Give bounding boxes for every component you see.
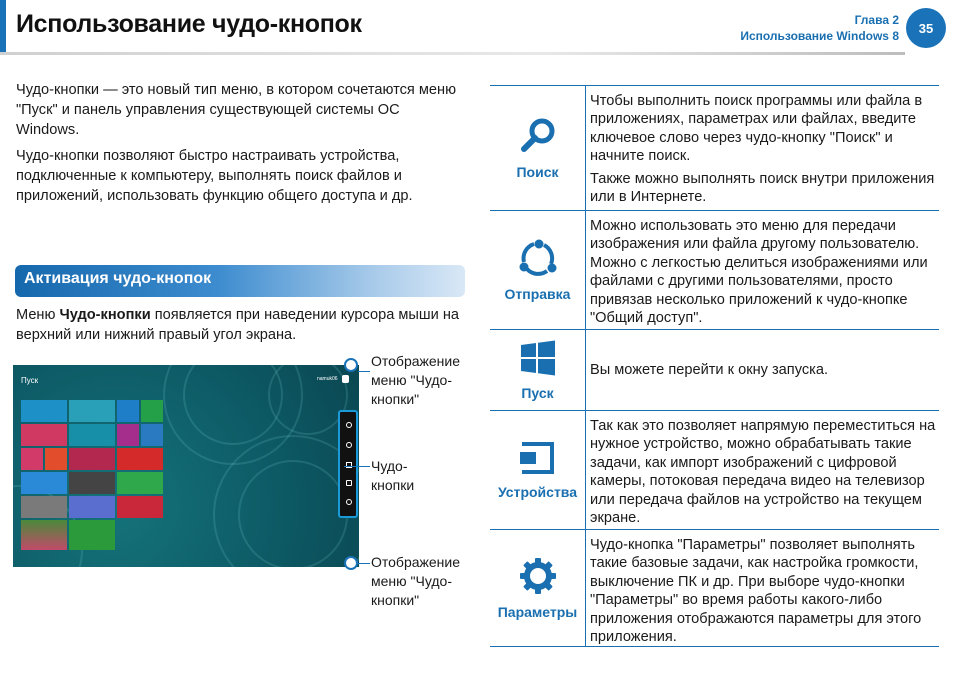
charm-row-search: [490, 85, 939, 210]
people-tile[interactable]: [21, 424, 67, 446]
callout-text-bottom: Отображение меню "Чудо-кнопки": [371, 554, 461, 608]
section-title: Активация чудо-кнопок: [24, 270, 212, 287]
charm-settings-icon[interactable]: [346, 499, 352, 505]
callout-text-middle: Чудо-кнопки: [371, 458, 415, 493]
intro-paragraph-2: Чудо-кнопки позволяют быстро настраивать устройства, подключенные к компьютеру, выполнять поиск файлов и приложений, использовать функцию общего доступа и др.: [16, 148, 413, 204]
start-screen-screenshot: [13, 365, 359, 567]
charm-description-text: Так как это позволяет напрямую переместиться на нужное устройство, можно обрабатывать такие задачи, как импорт изображений с цифровой камеры, потоковая передача видео на телевизор или передача файлов на устройство на текущем экране.: [590, 418, 936, 527]
calendar-tile[interactable]: [69, 400, 115, 422]
callout-line-middle: [344, 466, 370, 467]
charm-row-share: [490, 210, 939, 329]
charm-bar[interactable]: [338, 410, 358, 518]
chapter-name: Использование Windows 8: [740, 29, 899, 43]
xbox-tile[interactable]: [69, 520, 115, 550]
charm-share-icon[interactable]: [346, 442, 352, 448]
news-tile[interactable]: [21, 496, 67, 518]
start-screen-label: Пуск: [21, 376, 39, 385]
share-icon: [518, 238, 558, 278]
weather-tile[interactable]: [21, 472, 67, 494]
charm-label: Отправка: [504, 286, 571, 302]
messaging-tile[interactable]: [21, 448, 43, 470]
chapter-number: Глава 2: [854, 13, 899, 27]
mail-tile[interactable]: [21, 400, 67, 422]
charm-label: Параметры: [497, 604, 578, 620]
search-icon: [518, 116, 558, 156]
background-swirl: [238, 460, 348, 567]
charm-label: Устройства: [497, 484, 578, 500]
charm-description-text: Также можно выполнять поиск внутри приложения или в Интернете.: [590, 170, 935, 206]
video-tile[interactable]: [69, 448, 115, 470]
charm-description-text: Вы можете перейти к окну запуска.: [590, 361, 829, 378]
callout-line-top: [358, 371, 370, 372]
charm-icon-cell: [490, 411, 586, 529]
charm-description: [586, 330, 939, 410]
user-avatar: [342, 375, 349, 383]
windows-start-icon: [519, 339, 557, 377]
charm-row-settings: [490, 529, 939, 647]
intro-paragraph-1: Чудо-кнопки — это новый тип меню, в котором сочетаются меню "Пуск" и панель управления существующей системы ОС Windows.: [16, 82, 457, 138]
store-tile[interactable]: [141, 400, 163, 422]
ie-tile[interactable]: [117, 400, 139, 422]
section-paragraph: [16, 305, 466, 345]
charm-row-devices: [490, 410, 939, 529]
finance-tile[interactable]: [117, 472, 163, 494]
callout-line-bottom: [358, 563, 370, 564]
header-accent-bar: [0, 0, 6, 52]
games-tile[interactable]: [117, 424, 139, 446]
section-text-end: появляется при наведении курсора мыши на верхний или нижний правый угол экрана.: [16, 307, 459, 343]
section-text-start: Меню: [16, 307, 60, 323]
charm-icon-cell: [490, 211, 586, 329]
chapter-info: [740, 12, 899, 44]
desktop-tile[interactable]: [69, 472, 115, 494]
callout-marker-top: [344, 358, 358, 372]
section-text-bold: Чудо-кнопки: [59, 307, 151, 323]
charm-start-icon[interactable]: [346, 462, 352, 468]
charm-description: [586, 530, 939, 646]
user-name: namuk06: [317, 376, 338, 382]
photo-tile[interactable]: [21, 520, 67, 550]
charm-description-text: Можно использовать это меню для передачи изображения или файла другому пользователю. Можно с легкостью делиться изображениями или файлами с другими пользователями, просто привязав несколько приложений к чудо-кнопке "Общий доступ".: [590, 218, 928, 327]
charm-icon-cell: [490, 330, 586, 410]
skydrive-tile[interactable]: [141, 424, 163, 446]
charm-description: [586, 211, 939, 329]
charm-search-icon[interactable]: [346, 422, 352, 428]
charm-label: Поиск: [516, 164, 559, 180]
callout-marker-bottom: [344, 556, 358, 570]
app-tile[interactable]: [45, 448, 67, 470]
charm-description-text: Чтобы выполнить поиск программы или файла в приложениях, параметрах или файлах, введите ключевое слово через чудо-кнопку "Поиск" и начните поиск.: [590, 93, 923, 165]
page-number-badge: 35: [906, 8, 946, 48]
charm-icon-cell: [490, 530, 586, 646]
charm-description: [586, 86, 939, 210]
charms-table: [490, 85, 939, 647]
charm-description: [586, 411, 939, 529]
charm-icon-cell: [490, 86, 586, 210]
settings-gear-icon: [518, 556, 558, 596]
charm-row-start: [490, 329, 939, 410]
charm-description-text: Чудо-кнопка "Параметры" позволяет выполнять такие базовые задачи, как настройка громкости, выключение ПК и др. При выборе чудо-кнопки "Параметры" во время работы какого-либо приложения отображаются параметры для этого приложения.: [590, 537, 922, 646]
maps-tile[interactable]: [69, 496, 115, 518]
charm-label: Пуск: [521, 385, 554, 401]
header-divider: [0, 52, 905, 55]
music-tile[interactable]: [117, 448, 163, 470]
photos-tile[interactable]: [69, 424, 115, 446]
camera-tile[interactable]: [117, 496, 163, 518]
devices-icon: [518, 440, 558, 476]
charm-devices-icon[interactable]: [346, 480, 352, 486]
callout-text-top: Отображение меню "Чудо-кнопки": [371, 353, 461, 407]
page-title: Использование чудо-кнопок: [16, 10, 362, 38]
